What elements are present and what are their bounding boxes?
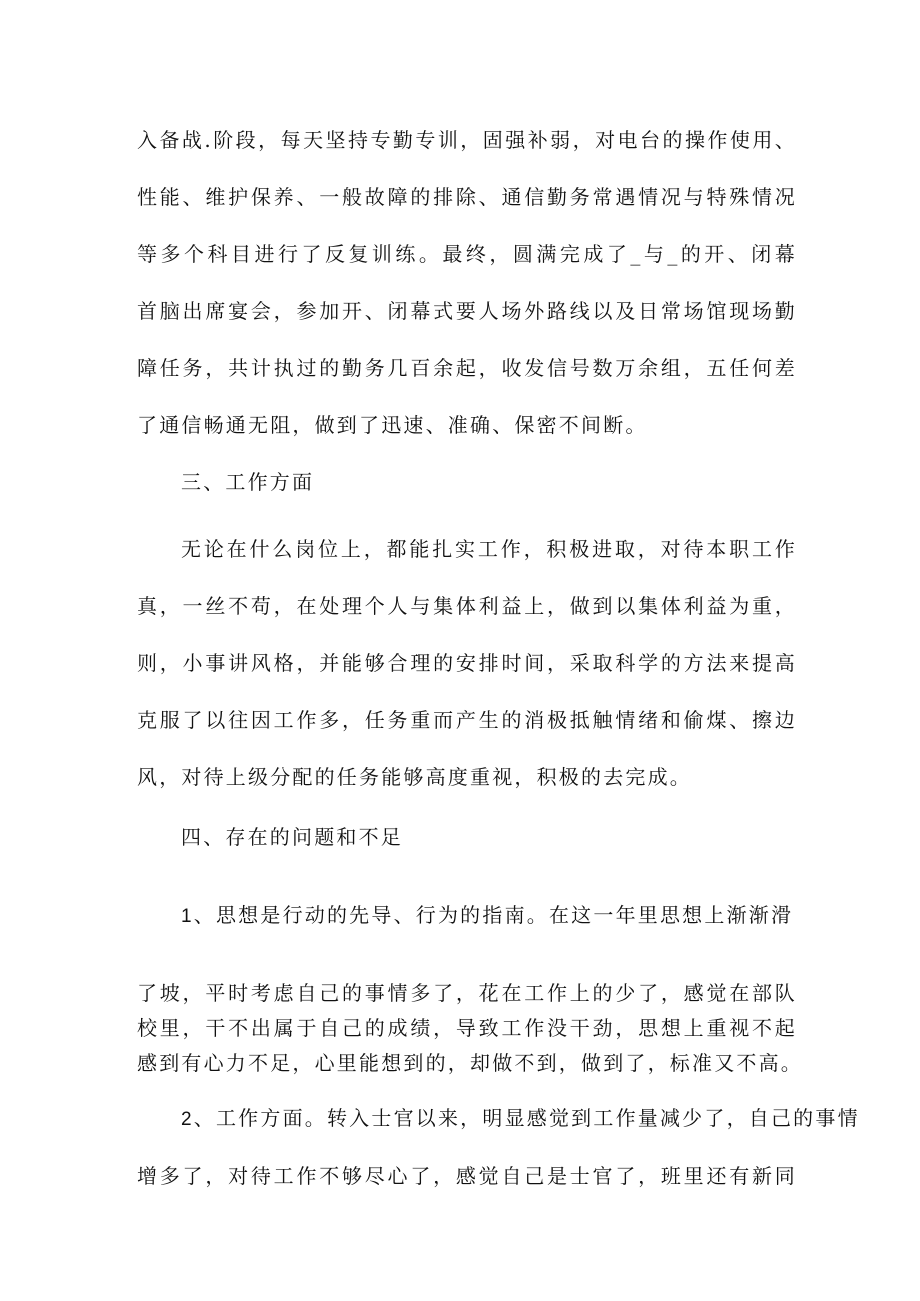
paragraph-line: 校里，干不出属于自己的成绩，导致工作没干劲，思想上重视不起 [137,1016,797,1040]
paragraph-line: 无论在什么岗位上，都能扎实工作，积极进取，对待本职工作 [181,537,797,561]
section-heading: 四、存在的问题和不足 [181,825,403,849]
paragraph-line: 增多了，对待工作不够尽心了，感觉自己是士官了，班里还有新同 [137,1164,797,1188]
paragraph-line: 克服了以往因工作多，任务重而产生的消极抵触情绪和偷煤、擦边 [137,708,797,732]
paragraph-line: 入备战.阶段，每天坚持专勤专训，固强补弱，对电台的操作使用、 [137,128,797,152]
paragraph-line: 真，一丝不苟，在处理个人与集体利益上，做到以集体利益为重， [137,594,797,618]
paragraph-line: 首脑出席宴会，参加开、闭幕式要人场外路线以及日常场馆现场勤 [137,299,797,323]
item-text: 、思想是行动的先导、行为的指南。在这一年里思想上渐渐滑 [193,903,794,927]
paragraph-line: 了通信畅通无阻，做到了迅速、准确、保密不间断。 [137,413,648,437]
paragraph-line: 等多个科目进行了反复训练。最终，圆满完成了_与_的开、闭幕 [137,242,797,266]
paragraph-line: 则，小事讲风格，并能够合理的安排时间，采取科学的方法来提高 [137,651,797,675]
paragraph-line: 性能、维护保养、一般故障的排除、通信勤务常遇情况与特殊情况 [137,185,797,209]
paragraph-line: 障任务，共计执过的勤务几百余起，收发信号数万余组，五任何差 [137,356,797,380]
numbered-item-line [181,901,797,931]
paragraph-line: 风，对待上级分配的任务能够高度重视，积极的去完成。 [137,765,692,789]
section-heading: 三、工作方面 [181,470,315,494]
paragraph-line: 了坡，平时考虑自己的事情多了，花在工作上的少了，感觉在部队 [137,981,797,1005]
item-text: 、工作方面。转入士官以来，明显感觉到工作量减少了，自己的事情 [193,1106,860,1130]
numbered-item-line [181,1104,860,1134]
paragraph-line: 感到有心力不足，心里能想到的，却做不到，做到了，标准又不高。 [137,1051,803,1075]
item-number: 1 [181,906,194,927]
item-number: 2 [181,1109,194,1130]
